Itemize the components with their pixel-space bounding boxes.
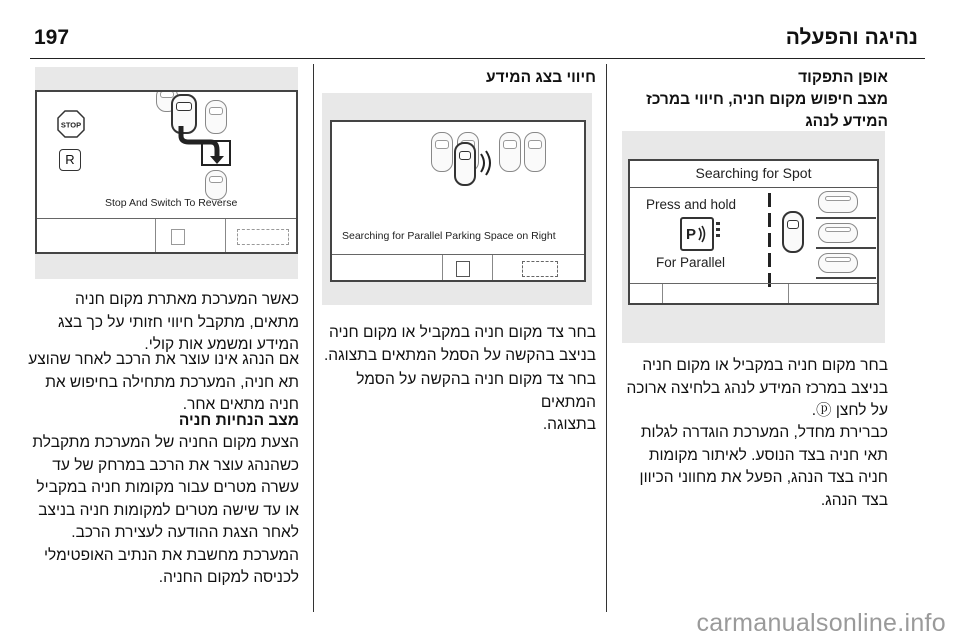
page-number: 197 — [34, 26, 70, 49]
ego-car — [782, 211, 804, 253]
strip-cell — [332, 255, 443, 282]
parked-car — [524, 132, 546, 172]
text-line: מתאים, מתקבל חיווי חזותי על כך בצג — [57, 313, 299, 331]
display-bottom-strip — [332, 254, 584, 282]
info-display — [330, 120, 586, 282]
section-heading: חיווי בצג המידע — [486, 69, 596, 86]
text-line: אם הנהג אינו עוצר את הרכב לאחר שהוצע — [28, 351, 299, 368]
reverse-gear-badge — [59, 149, 81, 171]
strip-cell — [37, 219, 156, 254]
text-line: על לחצן ⓟ. — [811, 402, 888, 419]
text-line: כברירת מחדל, המערכת הוגדרה לגלות — [640, 424, 888, 441]
heading-line: המידע לנהג — [805, 113, 888, 130]
text-line: בתצוגה. — [542, 416, 596, 433]
text-line: חניה מתאים אחר. — [182, 396, 299, 413]
page-title: נהיגה והפעלה — [785, 26, 918, 49]
display-caption: Searching for Parallel Parking Space on Right — [342, 230, 556, 242]
paragraph-select-spot — [618, 355, 888, 423]
space-line — [816, 247, 876, 249]
text-line: הצעת מקום החניה של המערכת מתקבלת — [32, 434, 299, 451]
parallel-parking-icon — [522, 261, 558, 277]
reverse-gear-label: R — [65, 152, 75, 167]
sensor-waves-icon — [478, 148, 496, 178]
instruction-for-parallel: For Parallel — [656, 255, 726, 270]
space-line — [816, 217, 876, 219]
instruction-press-hold: Press and hold — [646, 197, 737, 212]
figure-searching-for-spot — [622, 131, 885, 343]
text-line: כאשר המערכת מאתרת מקום חניה — [75, 291, 299, 308]
figure-parallel-search — [322, 93, 592, 305]
stop-sign-icon — [57, 110, 85, 138]
driver-info-display — [628, 159, 879, 305]
column-divider-left — [313, 64, 314, 612]
paragraph-guidance-mode — [9, 432, 299, 590]
space-line — [816, 277, 876, 279]
text-line: בחר צד מקום חניה בהקשה על הסמל המתאים — [356, 371, 596, 411]
text-line: לאחר הצגת ההודעה לעצירת הרכב. — [71, 524, 299, 541]
paragraph-select-side — [318, 322, 596, 367]
strip-cell — [155, 219, 226, 254]
parking-sensor-glyph — [682, 219, 712, 249]
display-caption: Stop And Switch To Reverse — [105, 197, 238, 209]
figure-stop-reverse — [35, 67, 298, 279]
parked-car — [818, 223, 858, 243]
section-heading — [608, 67, 888, 133]
text-line: או עד שישה מטרים למקומות חניה בניצב — [38, 501, 299, 519]
text-line: בניצב בהקשה על הסמל המתאים בתצוגה. — [323, 346, 596, 364]
parking-p-icon — [171, 229, 185, 245]
reverse-path-arrow-icon — [161, 124, 231, 166]
heading-line: אופן התפקוד — [798, 69, 888, 86]
text-line: בניצב במרכז המידע לנהג בלחיצה ארוכה — [626, 379, 888, 397]
paragraph-default-side — [618, 422, 888, 512]
text-line: עשרה מטרים עבור מקומות חניה במקביל — [36, 479, 299, 496]
strip-cell — [630, 284, 663, 305]
stop-sign-label: STOP — [60, 120, 82, 130]
strip-cell — [662, 284, 789, 305]
text-line: כשהנהג עוצר את הרכב במרחק של עד — [52, 456, 299, 474]
parallel-parking-icon — [237, 229, 289, 245]
text-line: המידע ומשמע אות קולי. — [144, 336, 299, 353]
column-divider-right — [606, 64, 607, 612]
header-rule — [30, 58, 925, 59]
svg-text:P: P — [686, 226, 697, 243]
paragraph-spot-found — [19, 289, 299, 357]
subsection-heading: מצב הנחיות חניה — [178, 412, 299, 429]
text-line: תאי חניה בצד הנוסע. לאיתור מקומות — [648, 446, 888, 464]
text-line: בחר צד מקום חניה במקביל או מקום חניה — [328, 324, 596, 341]
display-bottom-strip — [630, 283, 877, 305]
display-title: Searching for Spot — [695, 165, 812, 181]
info-display — [35, 90, 298, 254]
text-line: חניה בצד הנהג, הפעל את מחווני הכיוון — [639, 469, 888, 486]
parked-car — [499, 132, 521, 172]
paragraph-not-stopped — [19, 349, 299, 417]
watermark: carmanualsonline.info — [696, 609, 946, 637]
parking-p-icon — [456, 261, 470, 277]
text-line: בצד הנהג. — [820, 491, 888, 509]
text-line: תא חניה, המערכת מתחילה בחיפוש את — [45, 373, 299, 391]
paragraph-select-side-2 — [318, 369, 596, 437]
text-line: המערכת מחשבת את הנתיב האופטימלי — [44, 546, 299, 564]
page-header — [0, 0, 960, 60]
parked-car — [431, 132, 453, 172]
parked-car — [818, 191, 858, 213]
parked-car — [818, 253, 858, 273]
heading-line: מצב חיפוש מקום חניה, חיווי במרכז — [646, 91, 888, 108]
text-line: בחר מקום חניה במקביל או מקום חניה — [642, 357, 888, 374]
display-bottom-strip — [37, 218, 296, 254]
parked-car — [205, 170, 227, 200]
display-title-bar — [630, 161, 877, 188]
ego-car — [454, 142, 476, 186]
text-line: לכניסה למקום החניה. — [158, 569, 299, 586]
button-side-marks — [716, 219, 724, 249]
parking-sensor-icon — [680, 217, 714, 251]
